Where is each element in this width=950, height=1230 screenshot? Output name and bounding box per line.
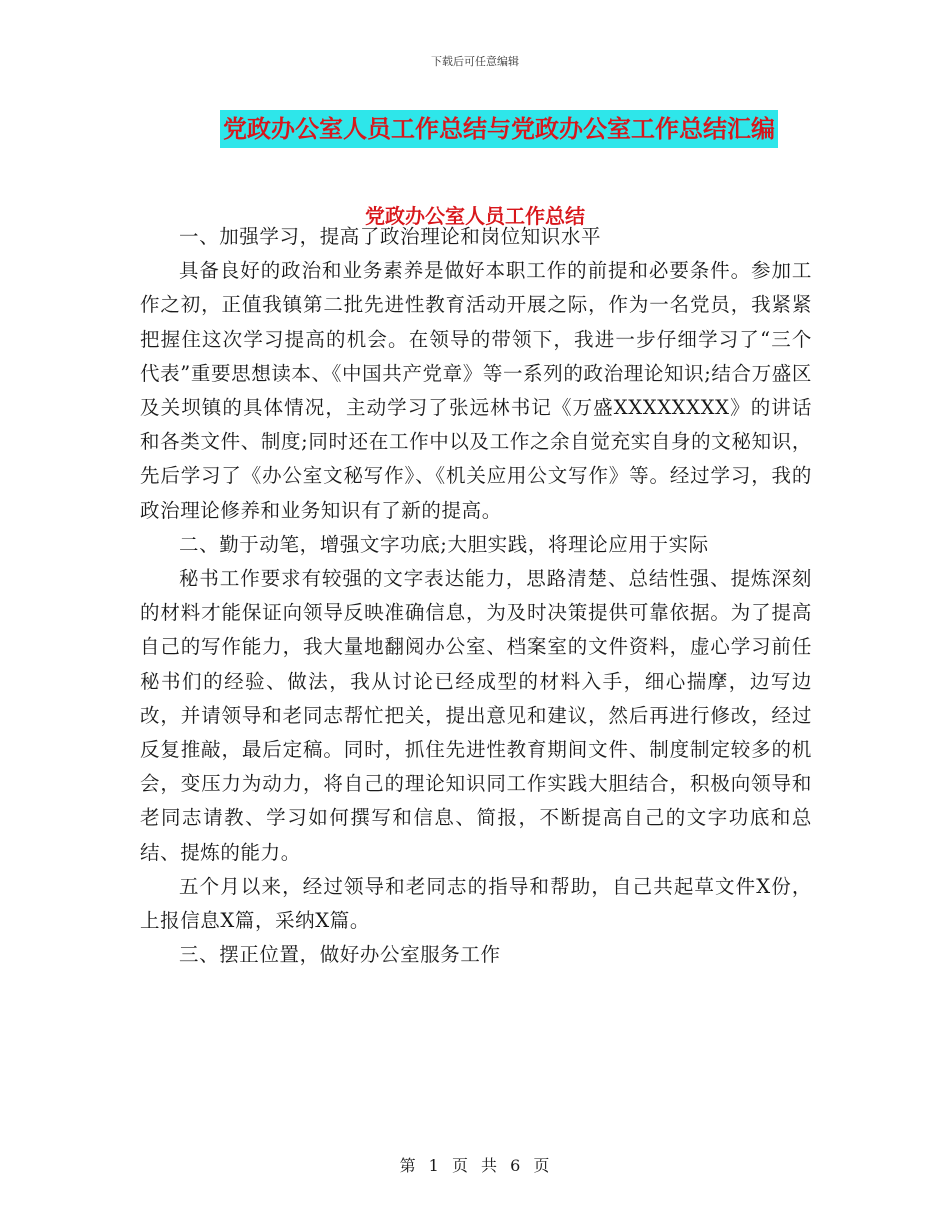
paragraph-2: 秘书工作要求有较强的文字表达能力，思路清楚、总结性强、提炼深刻的材料才能保证向领导反映准确信息，为及时决策提供可靠依据。为了提高自己的写作能力，我大量地翻阅办公室、档案室的文件资料，虚心学习前任秘书们的经验、做法，我从讨论已经成型的材料入手，细心揣摩，边写边改，并请领导和老同志帮忙把关，提出意见和建议，然后再进行修改，经过反复推敲，最后定稿。同时，抓住先进性教育期间文件、制度制定较多的机会，变压力为动力，将自己的理论知识同工作实践大胆结合，积极向领导和老同志请教、学习如何撰写和信息、简报，不断提高自己的文字功底和总结、提炼的能力。 <box>140 567 812 864</box>
paragraph-1: 具备良好的政治和业务素养是做好本职工作的前提和必要条件。参加工作之初，正值我镇第二批先进性教育活动开展之际，作为一名党员，我紧紧把握住这次学习提高的机会。在领导的带领下，我进一步仔细学习了“三个代表”重要思想读本、《中国共产党章》等一系列的政治理论知识;结合万盛区及关坝镇的具体情况，主动学习了张远林书记《万盛XXXXXXXX》的讲话和各类文件、制度;同时还在工作中以及工作之余自觉充实自身的文秘知识，先后学习了《办公室文秘写作》、《机关应用公文写作》等。经过学习，我的政治理论修养和业务知识有了新的提高。 <box>140 259 812 522</box>
paragraph-3: 五个月以来，经过领导和老同志的指导和帮助，自己共起草文件X份，上报信息X篇，采纳X篇。 <box>140 874 812 933</box>
body-text <box>140 220 812 972</box>
sub-title: 党政办公室人员工作总结 <box>365 204 585 228</box>
main-title-wrap <box>0 110 950 148</box>
section-heading-3: 三、摆正位置，做好办公室服务工作 <box>179 943 501 967</box>
section-heading-1: 一、加强学习，提高了政治理论和岗位知识水平 <box>179 225 602 248</box>
main-title: 党政办公室人员工作总结与党政办公室工作总结汇编 <box>220 110 778 148</box>
page-footer: 第 1 页 共 6 页 <box>399 1156 551 1175</box>
header-note: 下载后可任意编辑 <box>431 55 519 68</box>
section-heading-2: 二、勤于动笔，增强文字功底;大胆实践，将理论应用于实际 <box>179 532 709 556</box>
